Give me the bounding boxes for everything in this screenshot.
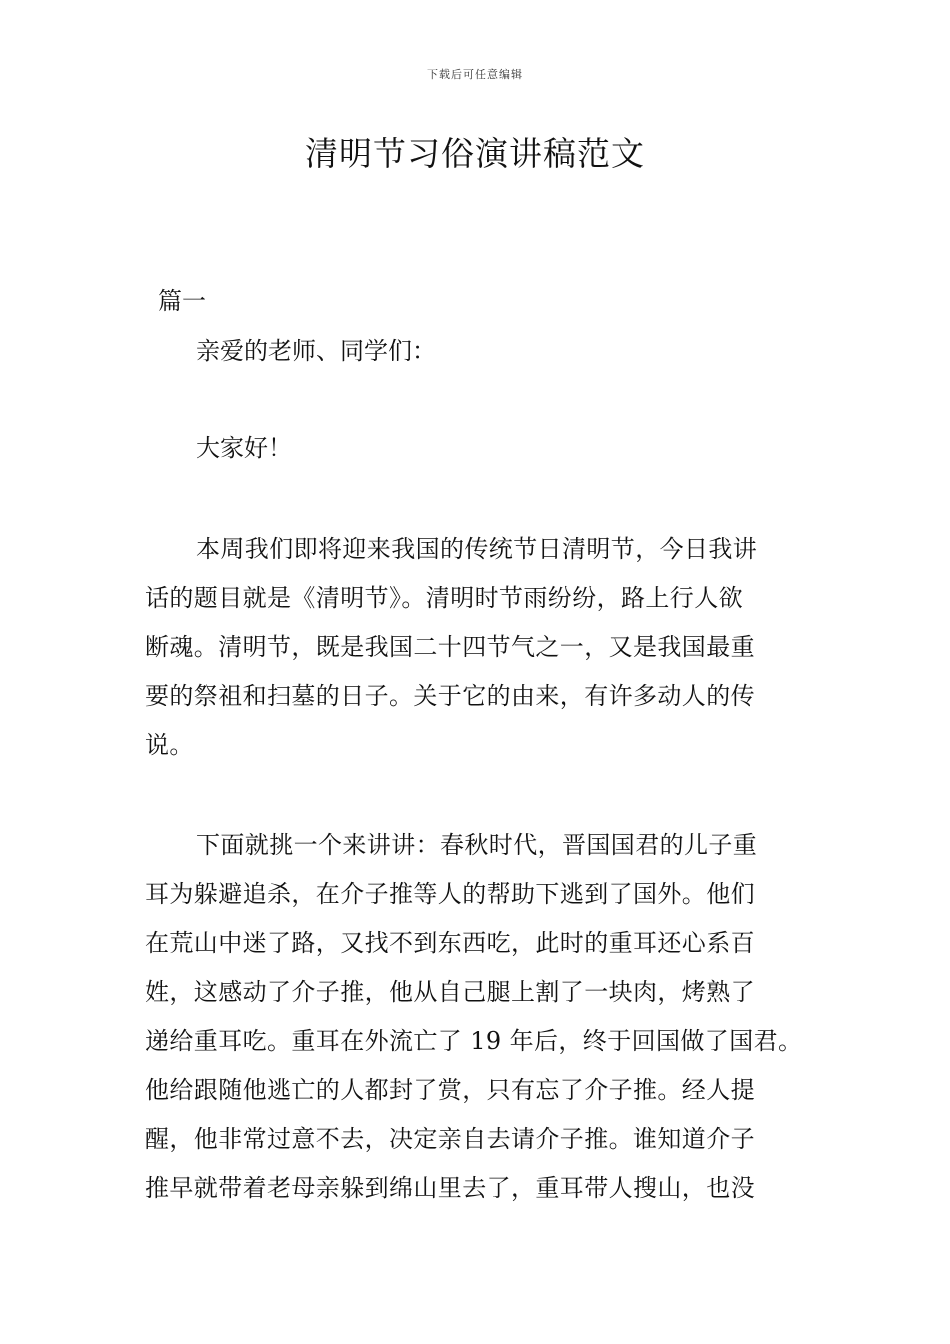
paragraph-line: 说。 — [145, 731, 194, 759]
paragraph-line: 推早就带着老母亲躲到绵山里去了，重耳带人搜山，也没 — [145, 1174, 755, 1202]
paragraph-2 — [145, 821, 835, 1213]
paragraph-line: 耳为躲避追杀，在介子推等人的帮助下逃到了国外。他们 — [145, 880, 755, 908]
salutation: 亲爱的老师、同学们： — [196, 337, 436, 365]
paragraph-line: 在荒山中迷了路，又找不到东西吃，此时的重耳还心系百 — [145, 929, 755, 957]
header-note: 下载后可任意编辑 — [427, 68, 523, 81]
greeting: 大家好！ — [196, 434, 292, 462]
section-label: 篇一 — [158, 287, 206, 315]
paragraph-line: 姓，这感动了介子推，他从自己腿上割了一块肉，烤熟了 — [145, 978, 755, 1006]
paragraph-line: 下面就挑一个来讲讲：春秋时代，晋国国君的儿子重 — [196, 831, 758, 859]
paragraph-line: 本周我们即将迎来我国的传统节日清明节，今日我讲 — [196, 535, 758, 563]
paragraph-line: 递给重耳吃。重耳在外流亡了 19 年后，终于回国做了国君。 — [145, 1027, 803, 1055]
paragraph-line: 断魂。清明节，既是我国二十四节气之一，又是我国最重 — [145, 633, 755, 661]
paragraph-line: 要的祭祖和扫墓的日子。关于它的由来，有许多动人的传 — [145, 682, 755, 710]
document-title: 清明节习俗演讲稿范文 — [305, 134, 645, 173]
paragraph-1 — [145, 525, 835, 770]
paragraph-line: 醒，他非常过意不去，决定亲自去请介子推。谁知道介子 — [145, 1125, 755, 1153]
paragraph-line: 话的题目就是《清明节》。清明时节雨纷纷，路上行人欲 — [145, 584, 743, 612]
paragraph-line: 他给跟随他逃亡的人都封了赏，只有忘了介子推。经人提 — [145, 1076, 755, 1104]
